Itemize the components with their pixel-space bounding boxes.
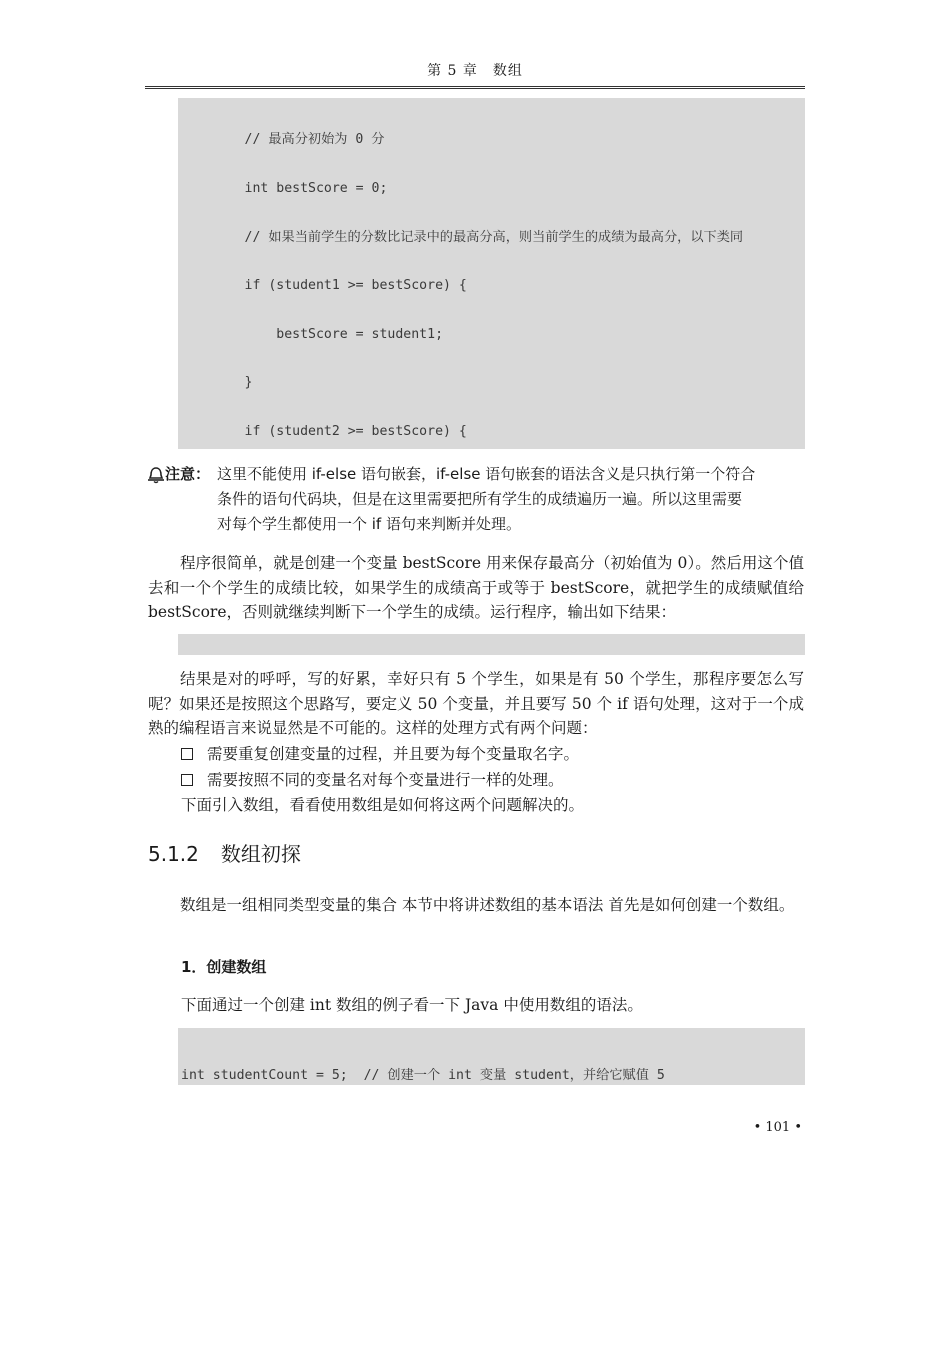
paragraph: 下面通过一个创建 int 数组的例子看一下 Java 中使用数组的语法。	[181, 996, 643, 1014]
section-title: 数组初探	[220, 842, 301, 866]
section-heading	[148, 840, 301, 868]
note-line: 条件的语句代码块，但是在这里需要把所有学生的成绩遍历一遍。所以这里需要	[217, 490, 743, 508]
paragraph: 结果是对的呼呼，写的好累，幸好只有 5 个学生，如果是有 50 个学生，那程序要怎么写呢？如果还是按照这个思路写，要定义 50 个变量，并且要写 50 个 if 语句处理，这对于一个成熟的编程语言来说显然是不可能的。这样的处理方式有两个问题：	[148, 670, 804, 737]
code-line: int studentCount = 5; // 创建一个 int 变量 student，并给它赋值 5	[181, 1068, 665, 1083]
output-block	[178, 634, 805, 655]
code-line: bestScore = student1;	[181, 326, 444, 342]
note-line: 这里不能使用 if-else 语句嵌套，if-else 语句嵌套的语法含义是只执行第一个符合	[217, 465, 756, 483]
section-number: 5.1.2	[148, 842, 199, 866]
list-item-text: 需要按照不同的变量名对每个变量进行一样的处理。	[207, 771, 564, 789]
subsection-heading: 1．创建数组	[181, 958, 267, 976]
code-block-best-score	[178, 98, 805, 449]
paragraph: 程序很简单，就是创建一个变量 bestScore 用来保存最高分（初始值为 0）。然后用这个值去和一个个学生的成绩比较，如果学生的成绩高于或等于 bestScore，就把学生的成绩赋值给 bestScore，否则就继续判断下一个学生的成绩。运行程序，输出如下结果：	[148, 554, 804, 621]
list-item	[181, 742, 579, 766]
checkbox-bullet-icon	[181, 774, 193, 786]
page-header	[145, 58, 805, 89]
list-item	[181, 768, 564, 792]
page-number: • 101 •	[753, 1120, 802, 1135]
note-line: 对每个学生都使用一个 if 语句来判断并处理。	[217, 515, 521, 533]
code-line: // 如果当前学生的分数比记录中的最高分高，则当前学生的成绩为最高分，以下类同	[181, 229, 744, 245]
note-label: 注意：	[165, 465, 211, 483]
code-block-array	[178, 1028, 805, 1085]
paragraph: 数组是一组相同类型变量的集合 本节中将讲述数组的基本语法 首先是如何创建一个数组。	[180, 896, 795, 914]
paragraph: 下面引入数组，看看使用数组是如何将这两个问题解决的。	[181, 796, 585, 814]
code-line: int bestScore = 0;	[181, 181, 388, 196]
chapter-title: 第 5 章 数组	[427, 63, 523, 79]
code-line: if (student1 >= bestScore) {	[181, 278, 467, 294]
code-line: // 最高分初始为 0 分	[181, 132, 385, 148]
code-line: }	[181, 375, 253, 391]
checkbox-bullet-icon	[181, 748, 193, 760]
bell-icon	[147, 466, 165, 484]
list-item-text: 需要重复创建变量的过程，并且要为每个变量取名字。	[207, 745, 580, 763]
code-line: if (student2 >= bestScore) {	[181, 423, 467, 439]
note-box	[147, 462, 807, 538]
